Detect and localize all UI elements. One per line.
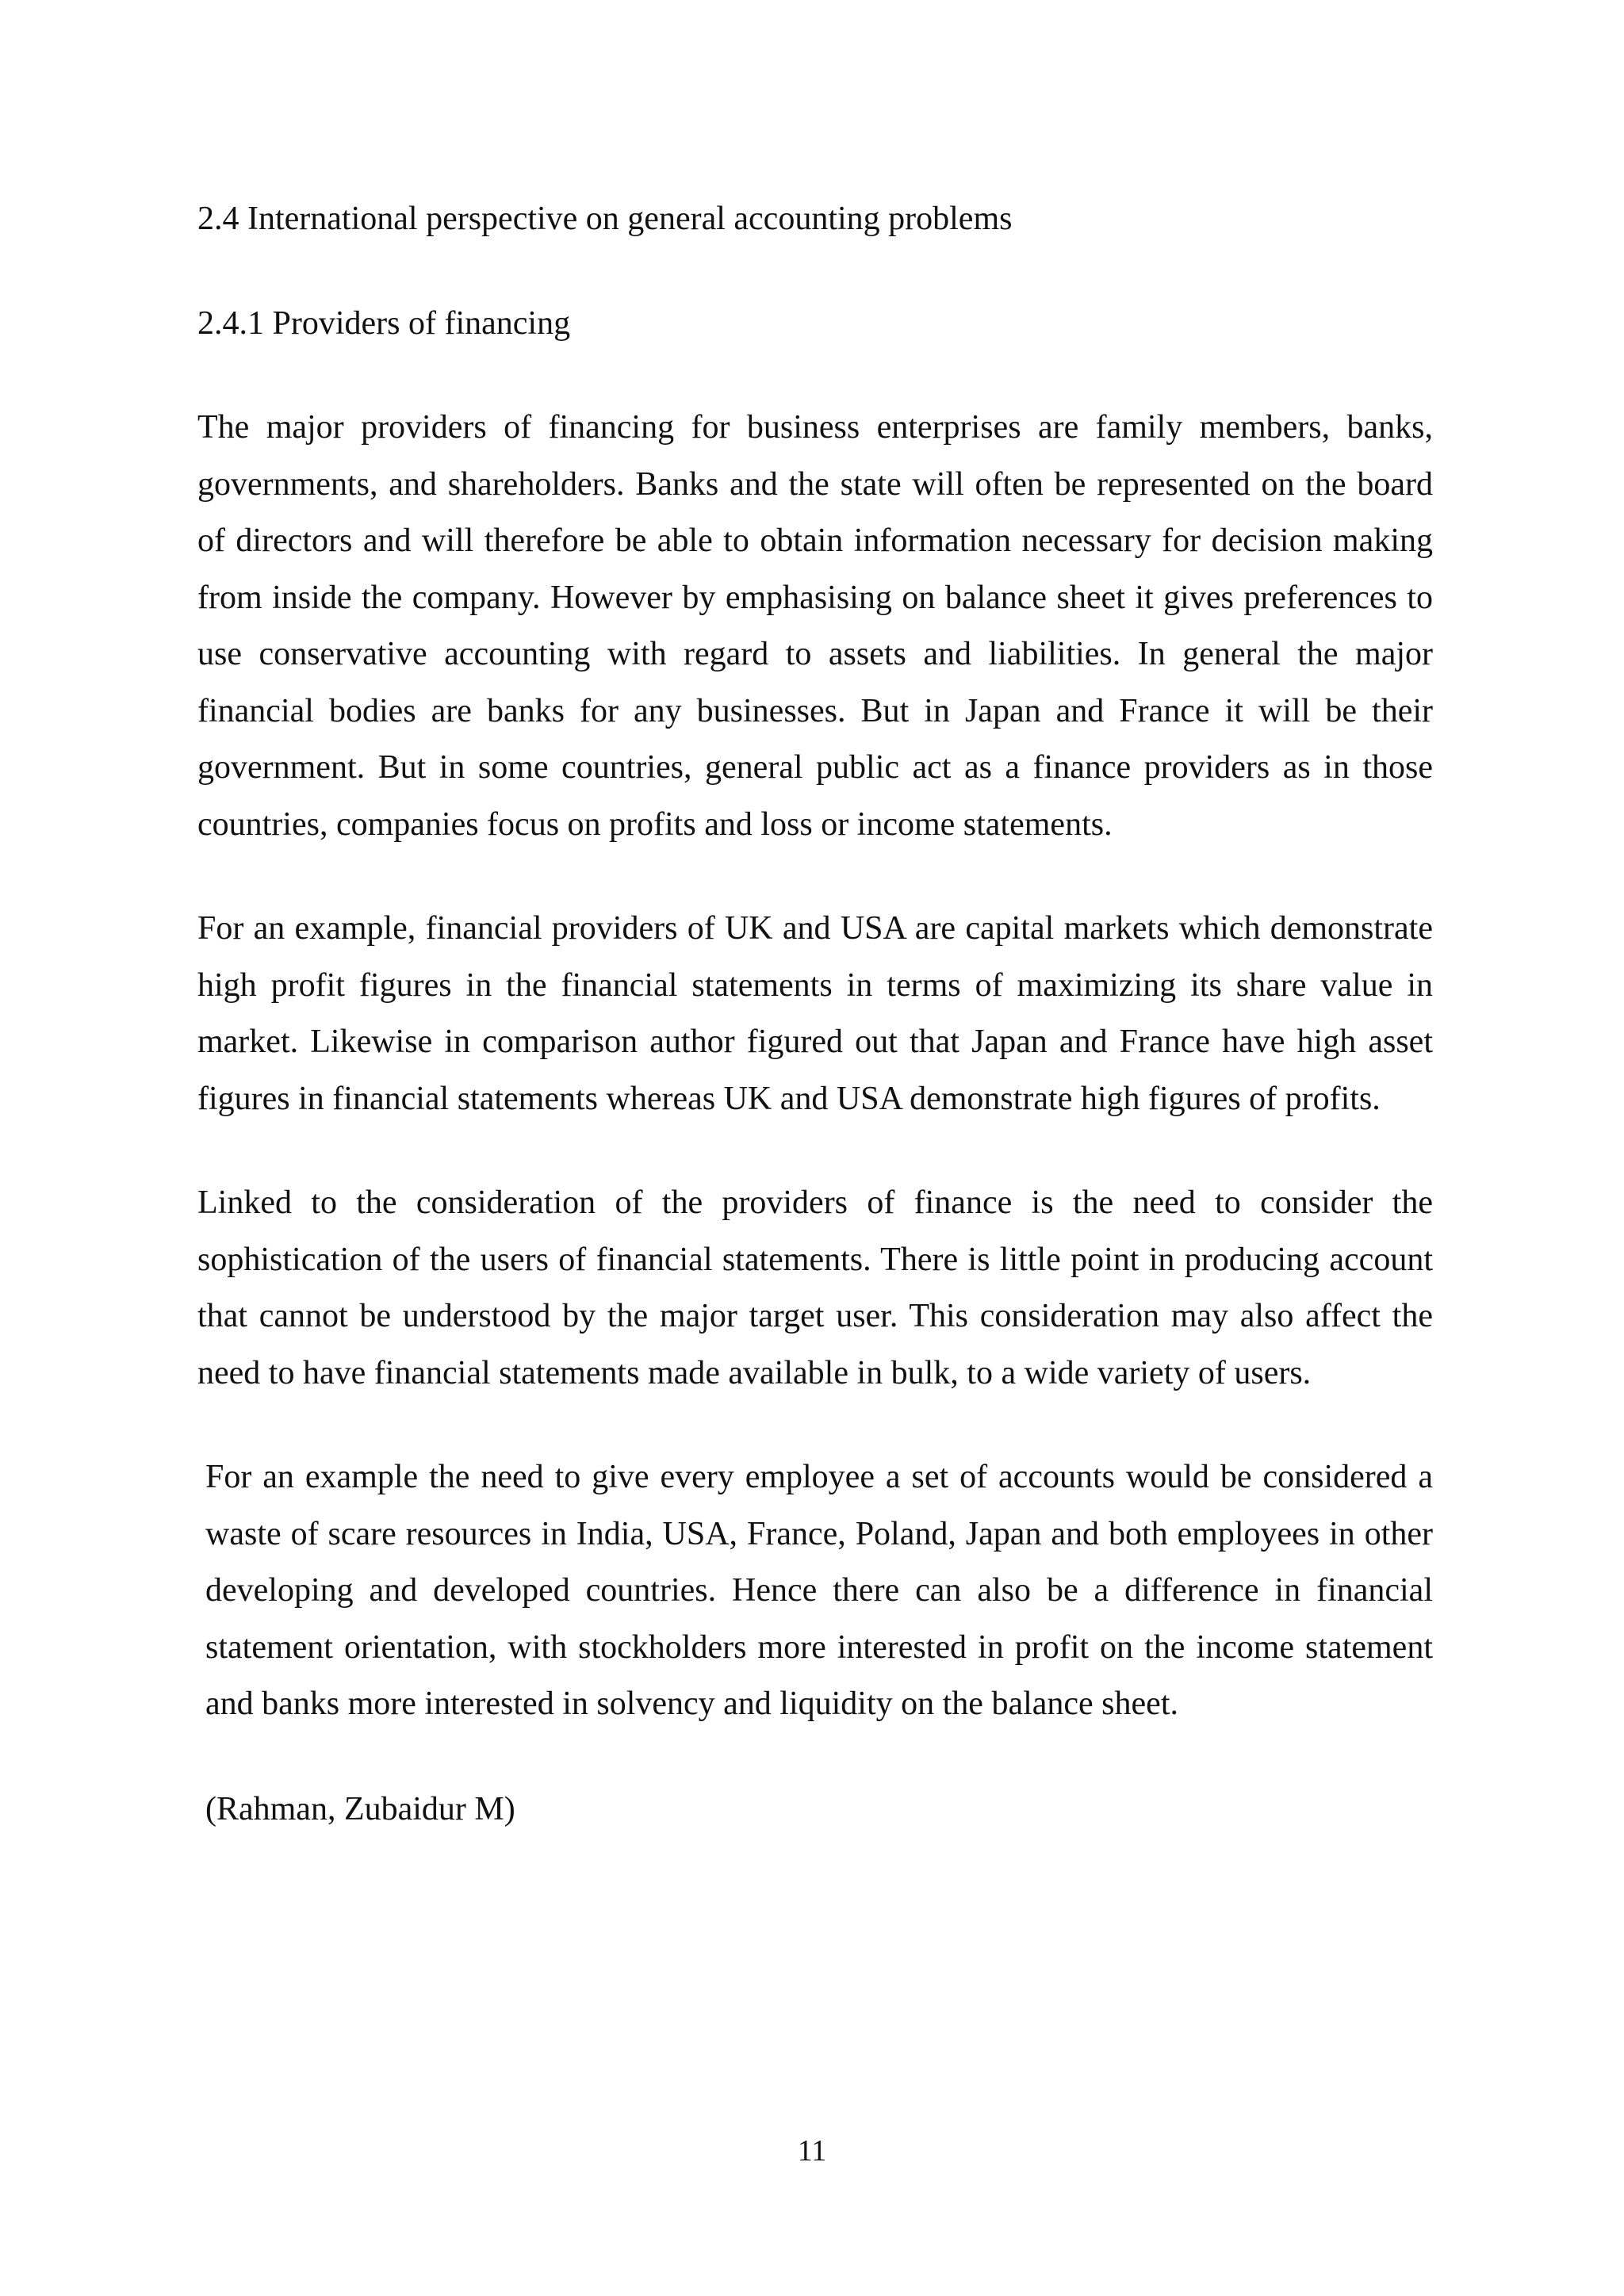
section-heading: 2.4 International perspective on general accounting problems xyxy=(197,201,1013,237)
subsection-heading: 2.4.1 Providers of financing xyxy=(197,305,571,342)
page-number: 11 xyxy=(797,2134,827,2168)
citation: (Rahman, Zubaidur M) xyxy=(205,1790,515,1827)
paragraph-employee-accounts: For an example the need to give every employee a set of accounts would be considered a waste of scare resources in India, USA, France, Poland, Japan and both employees in other developing and developed countries. Hence there can also be a difference in financial statement orientation, with stockholders more interested in profit on the income statement and banks more interested in solvency and liquidity on the balance sheet. xyxy=(205,1459,1433,1722)
paragraph-user-sophistication: Linked to the consideration of the providers of finance is the need to consider the sophistication of the users of financial statements. There is little point in producing account that cannot be understood by the major target user. This consideration may also affect the need to have financial statements made available in bulk, to a wide variety of users. xyxy=(197,1184,1433,1391)
page-content xyxy=(197,190,1433,1838)
paragraph-uk-usa-example: For an example, financial providers of UK and USA are capital markets which demonstrate high profit figures in the financial statements in terms of maximizing its share value in market. Likewise in comparison author figured out that Japan and France have high asset figures in financial statements whereas UK and USA demonstrate high figures of profits. xyxy=(197,910,1433,1117)
paragraph-financing-providers: The major providers of financing for business enterprises are family members, banks, governments, and shareholders. Banks and the state will often be represented on the board of directors and will therefore be able to obtain information necessary for decision making from inside the company. However by emphasising on balance sheet it gives preferences to use conservative accounting with regard to assets and liabilities. In general the major financial bodies are banks for any businesses. But in Japan and France it will be their government. But in some countries, general public act as a finance providers as in those countries, companies focus on profits and loss or income statements. xyxy=(197,409,1433,843)
